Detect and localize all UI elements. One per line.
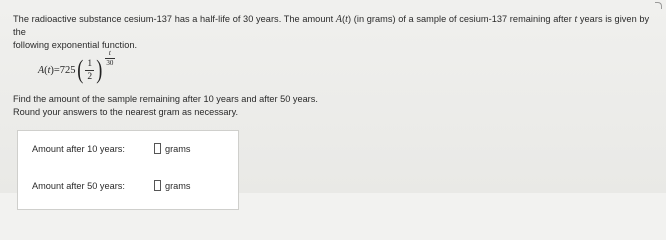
unit-label-50-years: grams	[165, 180, 191, 191]
paren-open: (	[342, 14, 346, 24]
time-variable: t	[574, 14, 578, 25]
question-line-1: Find the amount of the sample remaining after 10 years and after 50 years.	[13, 94, 318, 104]
exponent-numerator: t	[108, 48, 111, 57]
base-denominator: 2	[87, 71, 93, 82]
statement-text-2: (in grams) of a sample of cesium-137 remaining after	[351, 14, 575, 24]
formula-coefficient: =725	[53, 64, 76, 76]
formula-paren-close: )	[50, 64, 54, 76]
answer-row-10-years	[32, 143, 191, 154]
answer-panel	[17, 130, 239, 210]
fraction-bar	[85, 70, 94, 71]
function-variable: t	[345, 14, 349, 25]
paren-close: )	[348, 14, 352, 24]
base-numerator: 1	[87, 58, 93, 69]
problem-statement	[13, 13, 663, 52]
statement-text-4: following exponential function.	[13, 40, 138, 50]
function-name: A	[335, 14, 343, 25]
big-paren-close: )	[96, 55, 103, 84]
question-line-2: Round your answers to the nearest gram as necessary.	[13, 106, 239, 117]
unit-label-10-years: grams	[165, 143, 191, 154]
statement-text-3: years is given by the	[13, 14, 650, 37]
statement-text-1: The radioactive substance cesium-137 has a half-life of 30 years. The amount	[13, 14, 336, 24]
exponent-denominator: 30	[106, 58, 114, 67]
formula-variable: t	[47, 64, 51, 76]
formula-function-name: A	[38, 64, 45, 76]
answer-label-50-years: Amount after 50 years:	[32, 180, 125, 191]
answer-row-50-years	[32, 180, 191, 191]
formula-paren-open: (	[44, 64, 48, 76]
answer-label-10-years: Amount after 10 years:	[32, 143, 125, 154]
answer-input-10-years[interactable]	[154, 143, 161, 154]
base-fraction	[85, 59, 94, 82]
big-paren-open: (	[76, 55, 83, 84]
corner-decoration	[655, 2, 662, 9]
exponent-fraction	[105, 50, 115, 67]
question-text	[13, 93, 318, 118]
answer-input-50-years[interactable]	[154, 180, 161, 191]
exponential-formula	[38, 50, 115, 90]
